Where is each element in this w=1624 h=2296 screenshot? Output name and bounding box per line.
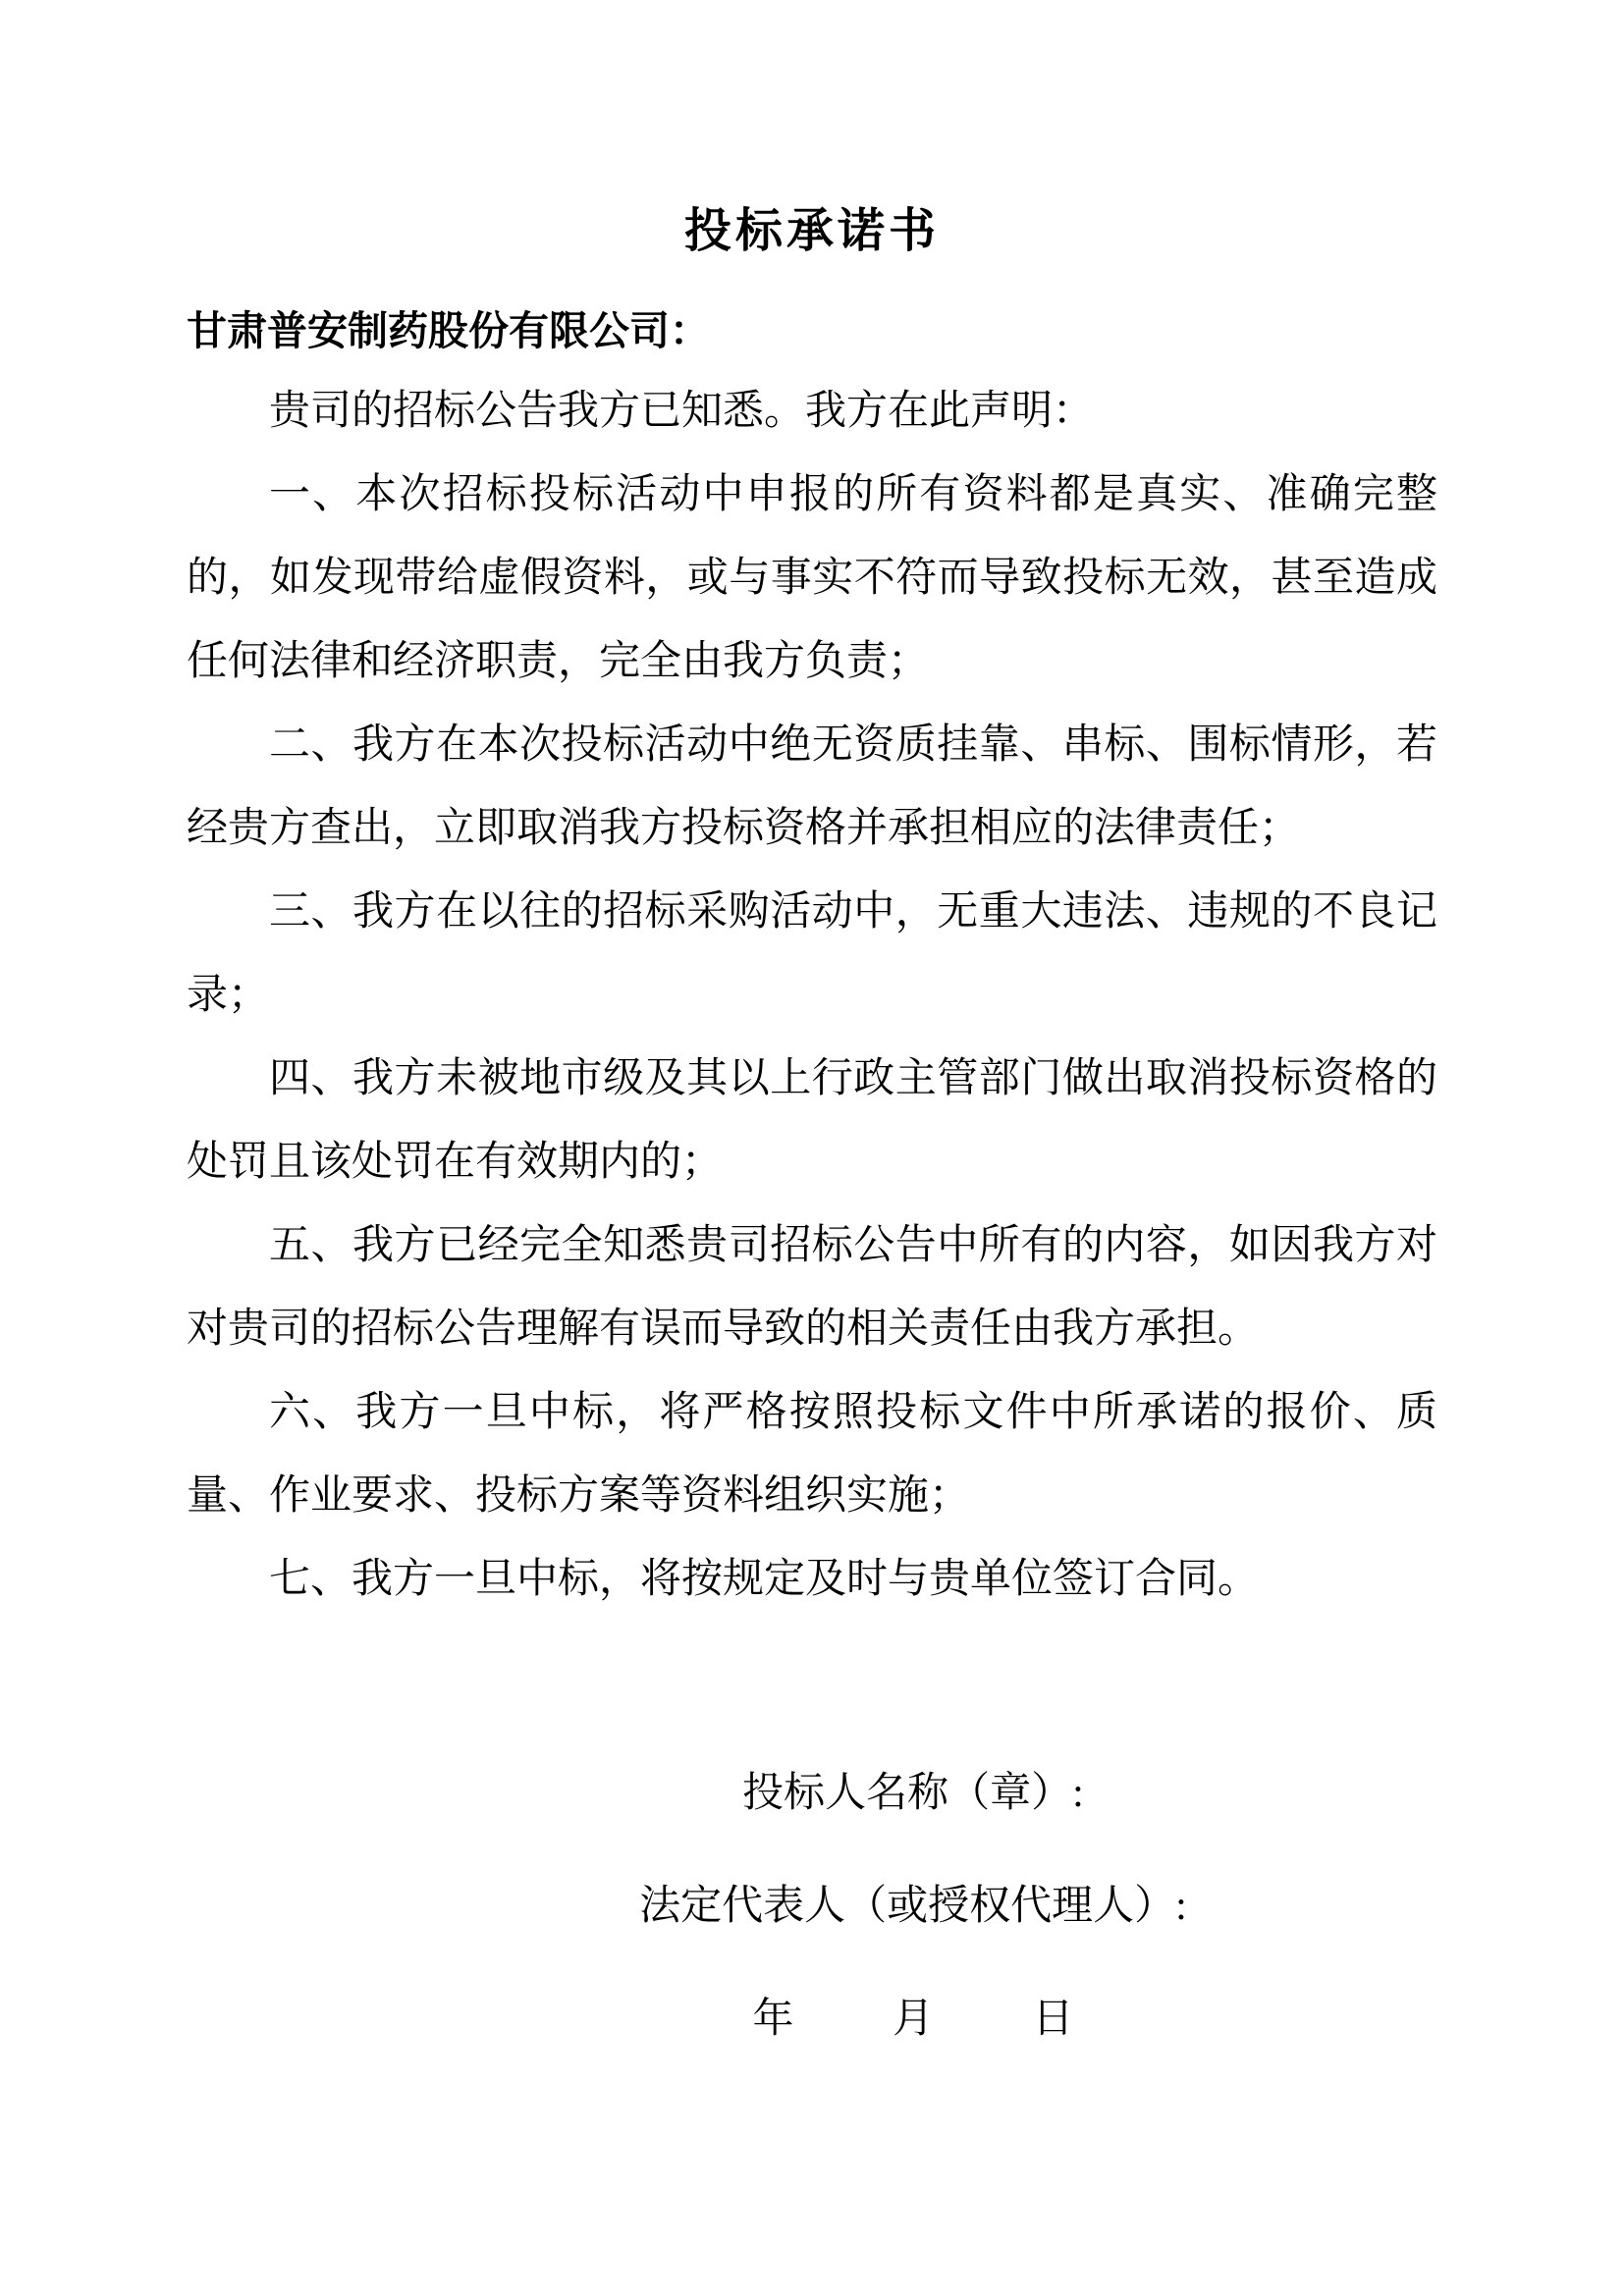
document-body (187, 370, 1437, 1622)
date-line (535, 1963, 1291, 2076)
clause-paragraph-1: 一、本次招标投标活动中申报的所有资料都是真实、准确完整的，如发现带给虚假资料，或与事实不符而导致投标无效，甚至造成任何法律和经济职责，完全由我方负责； (187, 472, 1437, 684)
date-month-label: 月 (892, 1997, 934, 2042)
legal-representative-label: 法定代表人（或授权代理人）: (639, 1884, 1187, 1929)
document-title: 投标承诺书 (683, 205, 940, 257)
clause-paragraph-3: 三、我方在以往的招标采购活动中，无重大违法、违规的不良记录； (187, 889, 1437, 1018)
date-day-label: 日 (1032, 1997, 1074, 2042)
clause-paragraph-7: 七、我方一旦中标，将按规定及时与贵单位签订合同。 (269, 1557, 1260, 1602)
clause-paragraph-6: 六、我方一旦中标，将严格按照投标文件中所承诺的报价、质量、作业要求、投标方案等资料组织实施； (187, 1390, 1437, 1519)
clause-paragraph-2: 二、我方在本次投标活动中绝无资质挂靠、串标、围标情形，若经贵方查出，立即取消我方投标资格并承担相应的法律责任； (187, 722, 1437, 851)
recipient-line: 甘肃普安制药股份有限公司： (187, 308, 710, 353)
intro-paragraph: 贵司的招标公告我方已知悉。我方在此声明： (269, 389, 1095, 434)
clause-paragraph-4: 四、我方未被地市级及其以上行政主管部门做出取消投标资格的处罚且该处罚在有效期内的； (187, 1056, 1437, 1185)
clause-paragraph-5: 五、我方已经完全知悉贵司招标公告中所有的内容，如因我方对对贵司的招标公告理解有误而导致的相关责任由我方承担。 (187, 1223, 1437, 1352)
bidder-name-label: 投标人名称（章）: (742, 1771, 1084, 1816)
signature-block (535, 1737, 1291, 2076)
date-year-label: 年 (752, 1997, 794, 2042)
